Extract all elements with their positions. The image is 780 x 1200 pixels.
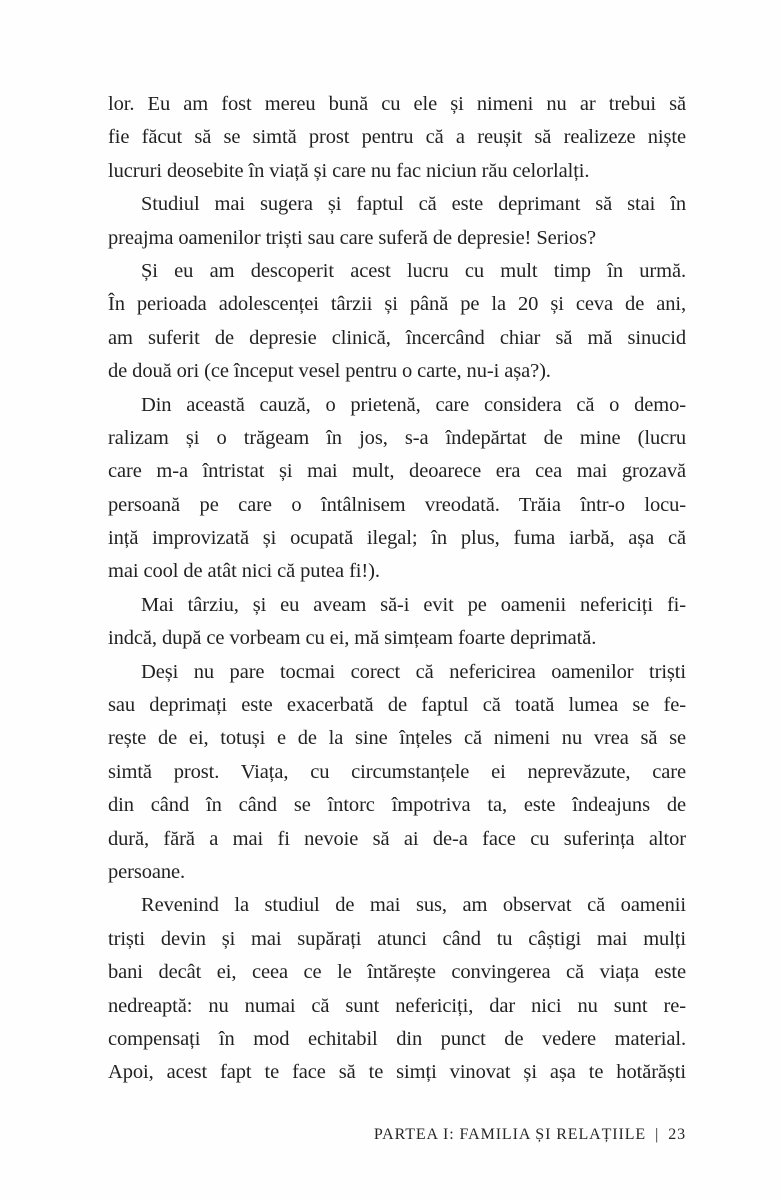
text-line: de două ori (ce început vesel pentru o carte, nu-i așa?). xyxy=(108,360,551,383)
text-line: ralizam și o trăgeam în jos, s-a îndepărtat de mine (lucru xyxy=(108,426,686,449)
page-footer xyxy=(374,1126,686,1144)
text-line: Studiul mai sugera și faptul că este deprimant să stai în xyxy=(141,193,686,216)
text-line: În perioada adolescenței târzii și până pe la 20 și ceva de ani, xyxy=(108,293,686,316)
text-line: din când în când se întorc împotriva ta, este îndeajuns de xyxy=(108,794,686,817)
text-line: lor. Eu am fost mereu bună cu ele și nimeni nu ar trebui să xyxy=(108,93,686,115)
text-line: compensați în mod echitabil din punct de vedere material. xyxy=(108,1027,686,1050)
text-line: rește de ei, totuși e de la sine înțeles că nimeni nu vrea să se xyxy=(108,727,686,750)
text-line: Apoi, acest fapt te face să te simți vinovat și așa te hotărăști xyxy=(108,1061,686,1084)
text-line: Revenind la studiul de mai sus, am observat că oamenii xyxy=(141,894,686,917)
text-line: sau deprimați este exacerbată de faptul că toată lumea se fe- xyxy=(108,694,686,717)
text-line: persoană pe care o întâlnisem vreodată. Trăia într-o locu- xyxy=(108,493,686,516)
text-line: lucruri deosebite în viață și care nu fac niciun rău celorlalți. xyxy=(108,159,590,182)
footer-section-title: PARTEA I: FAMILIA ȘI RELAȚIILE xyxy=(373,1126,647,1143)
footer-page-number: 23 xyxy=(668,1126,686,1143)
text-line: Deși nu pare tocmai corect că nefericirea oamenilor triști xyxy=(141,660,686,683)
body-text xyxy=(108,88,686,1090)
text-line: fie făcut să se simtă prost pentru că a reușit să realizeze niște xyxy=(108,126,686,149)
text-line: am suferit de depresie clinică, încercând chiar să mă sinucid xyxy=(108,326,686,349)
text-line: Mai târziu, și eu aveam să-i evit pe oamenii nefericiți fi- xyxy=(141,593,686,616)
text-line: preajma oamenilor triști sau care suferă de depresie! Serios? xyxy=(108,226,596,249)
text-line: indcă, după ce vorbeam cu ei, mă simțeam foarte deprimată. xyxy=(108,627,597,650)
text-line: nedreaptă: nu numai că sunt nefericiți, dar nici nu sunt re- xyxy=(108,994,686,1017)
text-line: dură, fără a mai fi nevoie să ai de-a face cu suferința altor xyxy=(108,827,686,850)
text-line: mai cool de atât nici că putea fi!). xyxy=(108,560,380,583)
text-line: persoane. xyxy=(108,860,186,883)
text-line: bani decât ei, ceea ce le întărește convingerea că viața este xyxy=(108,961,686,984)
text-line: simtă prost. Viața, cu circumstanțele ei neprevăzute, care xyxy=(108,760,686,783)
text-line: Și eu am descoperit acest lucru cu mult timp în urmă. xyxy=(141,259,686,282)
text-line: Din această cauză, o prietenă, care considera că o demo- xyxy=(141,393,686,416)
text-line: triști devin și mai supărați atunci când tu câștigi mai mulți xyxy=(108,927,686,950)
text-line: care m-a întristat și mai mult, deoarece era cea mai grozavă xyxy=(108,460,686,483)
footer-separator: | xyxy=(655,1126,660,1143)
text-line: ință improvizată și ocupată ilegal; în plus, fuma iarbă, așa că xyxy=(108,527,686,550)
